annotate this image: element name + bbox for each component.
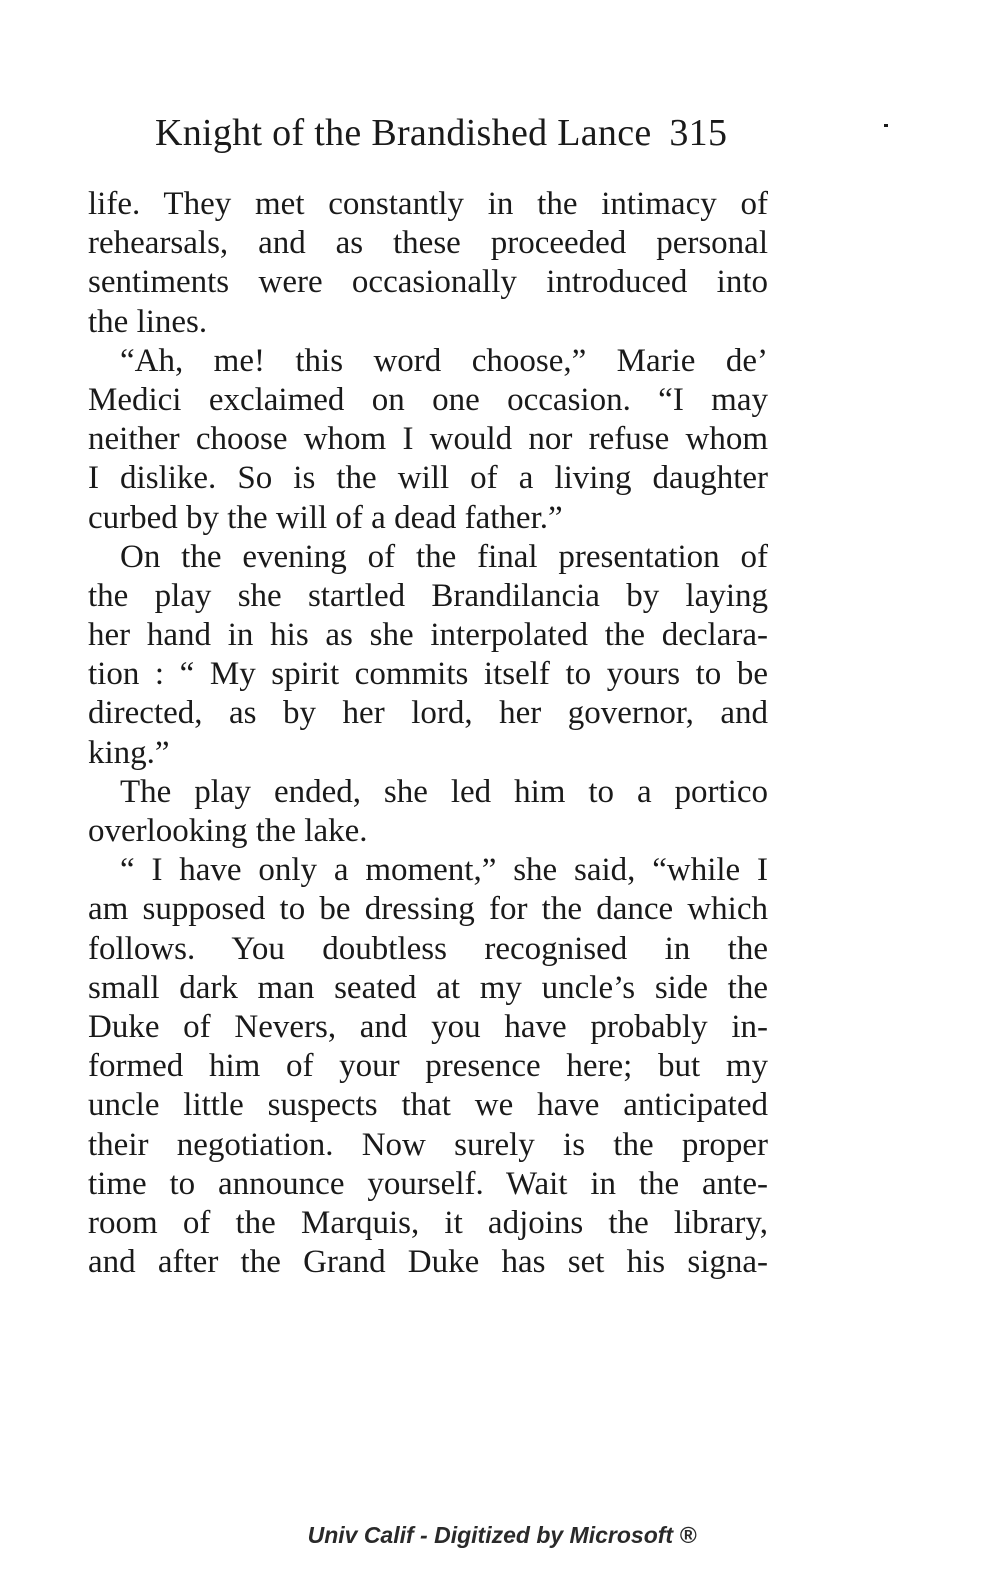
text-line: the play she startled Brandilancia by laying [88, 577, 768, 614]
text-line: the lines. [88, 303, 208, 340]
text-line: Medici exclaimed on one occasion. “I may [88, 381, 768, 418]
text-line: their negotiation. Now surely is the proper [88, 1126, 768, 1163]
text-line: life. They met constantly in the intimacy of [88, 186, 768, 222]
text-line: overlooking the lake. [88, 813, 368, 849]
text-line: I dislike. So is the will of a living daughter [88, 460, 768, 497]
page-number: 315 [669, 112, 728, 154]
text-line: time to announce yourself. Wait in the ante- [88, 1165, 768, 1202]
stray-ink-mark [884, 124, 888, 127]
text-line: and after the Grand Duke has set his signa- [88, 1244, 768, 1281]
text-line: uncle little suspects that we have anticipated [88, 1087, 768, 1124]
text-line: room of the Marquis, it adjoins the library, [88, 1204, 768, 1241]
text-line: tion : “ My spirit commits itself to yours to be [88, 656, 768, 693]
text-line: am supposed to be dressing for the dance which [88, 891, 768, 928]
text-line: Duke of Nevers, and you have probably in- [88, 1008, 768, 1045]
text-line: king.” [88, 734, 170, 771]
text-line: On the evening of the final presentation of [120, 538, 768, 575]
text-line: follows. You doubtless recognised in the [88, 930, 768, 967]
text-line: “Ah, me! this word choose,” Marie de’ [120, 342, 768, 379]
text-line: “ I have only a moment,” she said, “while I [120, 852, 768, 889]
text-line: rehearsals, and as these proceeded personal [88, 225, 768, 262]
text-line: her hand in his as she interpolated the declara- [88, 617, 768, 654]
text-line: curbed by the will of a dead father.” [88, 499, 563, 536]
text-line: The play ended, she led him to a portico [120, 773, 768, 810]
text-line: directed, as by her lord, her governor, and [88, 695, 768, 732]
running-title: Knight of the Brandished Lance [155, 112, 652, 154]
running-head [155, 108, 775, 158]
text-line: sentiments were occasionally introduced into [88, 264, 768, 301]
body-text [88, 185, 768, 1282]
text-line: small dark man seated at my uncle’s side the [88, 969, 768, 1006]
text-line: neither choose whom I would nor refuse whom [88, 421, 768, 458]
text-line: formed him of your presence here; but my [88, 1048, 768, 1085]
digitization-watermark: Univ Calif - Digitized by Microsoft ® [307, 1522, 697, 1548]
digitization-footer [0, 1522, 1000, 1549]
